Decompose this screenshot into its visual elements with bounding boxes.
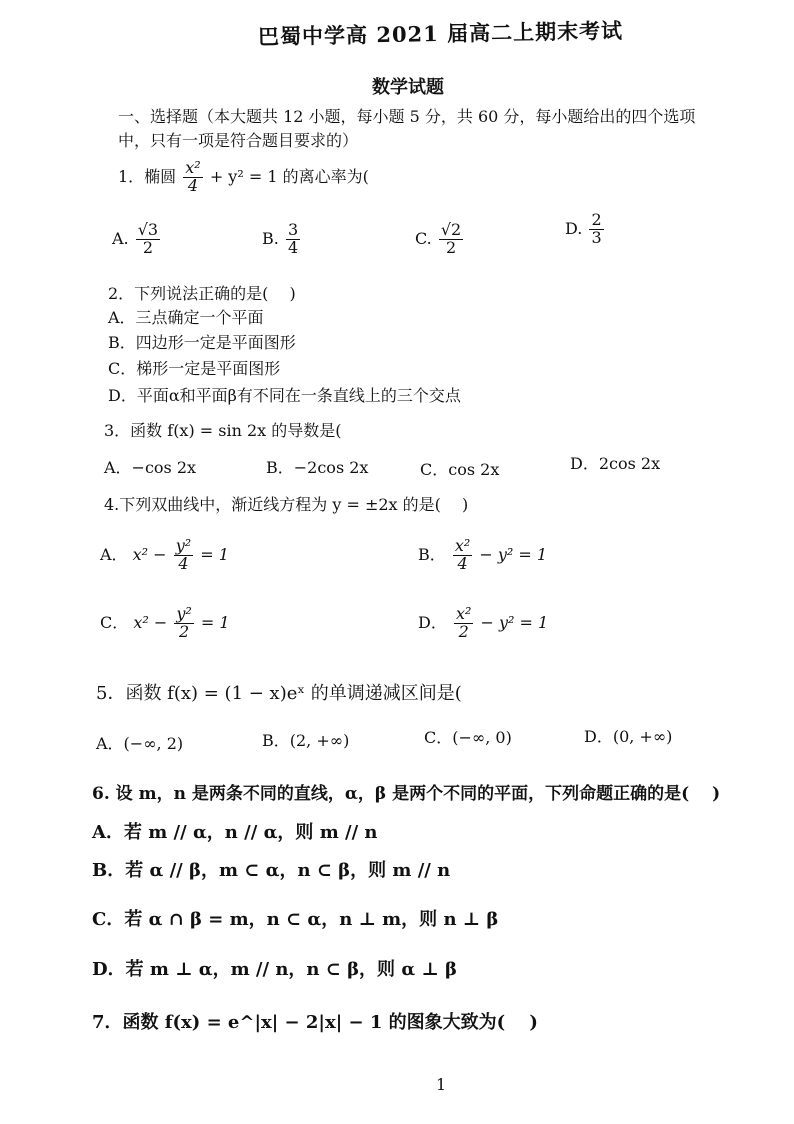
- q6-option-a: A．若 m // α，n // α，则 m // n: [92, 822, 378, 843]
- q4-option-c-frac: [174, 606, 193, 641]
- q4-option-d-den: 2: [458, 621, 469, 641]
- q1-option-b: [262, 222, 302, 257]
- q4-option-c-label: C．: [100, 612, 129, 632]
- q1-option-d-num: 2: [591, 210, 602, 229]
- q1-option-c-num: √2: [440, 220, 462, 239]
- section-intro-line1: 一、选择题（本大题共 12 小题，每小题 5 分，共 60 分，每小题给出的四个选项: [118, 107, 696, 126]
- q1-option-d-label: D.: [565, 218, 583, 238]
- q1-prefix: 1．椭圆: [118, 166, 177, 186]
- q1-option-c: [415, 222, 465, 257]
- q4-option-c-post: = 1: [200, 612, 230, 632]
- q4-option-b-frac: [453, 538, 472, 573]
- q4-option-a-pre: x² −: [132, 544, 167, 564]
- q1-option-d-den: 3: [591, 227, 602, 247]
- q1-option-c-den: 2: [445, 237, 457, 257]
- q1-option-a-label: A.: [112, 228, 129, 248]
- q1-fraction: [183, 160, 202, 195]
- q4-option-a-frac: [174, 538, 193, 573]
- q2-option-a: A．三点确定一个平面: [108, 308, 264, 327]
- q1-option-c-label: C.: [415, 228, 432, 248]
- q4-option-d-num: x²: [455, 604, 472, 623]
- exam-subtitle: 数学试题: [372, 77, 444, 98]
- q1-option-b-num: 3: [287, 220, 299, 239]
- q4-option-c-num: y²: [176, 604, 192, 623]
- q3-option-b: B．−2cos 2x: [266, 458, 369, 477]
- q2-option-d: D．平面α和平面β有不同在一条直线上的三个交点: [108, 386, 461, 405]
- q4-option-b-label: B．: [418, 544, 446, 564]
- q3-option-c: C．cos 2x: [420, 460, 500, 479]
- q4-option-d-label: D．: [418, 612, 447, 632]
- q2-option-b: B．四边形一定是平面图形: [108, 333, 296, 352]
- q4-option-c-pre: x² −: [133, 612, 168, 632]
- q2-option-c: C．梯形一定是平面图形: [108, 359, 281, 378]
- q2-stem: 2．下列说法正确的是( ): [108, 284, 296, 303]
- q1-option-d: [565, 212, 606, 247]
- q4-option-a-num: y²: [175, 536, 192, 555]
- q1-option-a-frac: [136, 222, 160, 257]
- section-intro-line2: 中，只有一项是符合题目要求的）: [118, 131, 359, 150]
- q6-option-b: B．若 α // β，m ⊂ α，n ⊂ β，则 m // n: [92, 860, 451, 881]
- q4-option-a: [100, 538, 229, 573]
- q4-option-d: [418, 606, 548, 641]
- q5-option-d: D．(0, +∞): [584, 727, 673, 746]
- q1-option-b-label: B.: [262, 228, 279, 248]
- q4-option-d-post: − y² = 1: [480, 612, 549, 632]
- q4-option-b: [418, 538, 547, 573]
- page-number: 1: [436, 1075, 447, 1094]
- q3-option-a: A．−cos 2x: [104, 458, 197, 477]
- q4-option-a-label: A．: [100, 544, 128, 564]
- q4-option-b-num: x²: [454, 536, 471, 555]
- q7-stem: 7．函数 f(x) = e^|x| − 2|x| − 1 的图象大致为( ): [92, 1012, 538, 1033]
- q1-option-b-den: 4: [287, 237, 299, 257]
- q1-option-b-frac: [286, 222, 300, 257]
- q4-option-b-post: − y² = 1: [479, 544, 548, 564]
- q1-eq-tail: + y² = 1 的离心率为(: [209, 166, 369, 186]
- q4-option-d-frac: [454, 606, 473, 641]
- q1-frac-den: 4: [187, 175, 199, 195]
- q6-option-d: D．若 m ⊥ α，m // n，n ⊂ β，则 α ⊥ β: [92, 959, 457, 980]
- q4-option-c-den: 2: [179, 621, 190, 641]
- q4-option-a-den: 4: [178, 553, 189, 573]
- q1-option-d-frac: [589, 212, 603, 247]
- q5-option-c: C．(−∞, 0): [424, 728, 512, 747]
- q1-option-a-den: 2: [142, 237, 154, 257]
- q5-stem: 5．函数 f(x) = (1 − x)eˣ 的单调递减区间是(: [96, 683, 462, 704]
- q3-option-d: D．2cos 2x: [570, 454, 661, 473]
- q4-option-a-post: = 1: [200, 544, 229, 564]
- q4-option-c: [100, 606, 230, 641]
- exam-title: 巴蜀中学高 2021 届高二上期末考试: [257, 17, 624, 50]
- q1-option-a-num: √3: [137, 220, 159, 239]
- q1-option-c-frac: [439, 222, 463, 257]
- q1-option-a: [112, 222, 162, 257]
- q3-stem: 3．函数 f(x) = sin 2x 的导数是(: [104, 421, 342, 440]
- q1-stem: [118, 160, 369, 195]
- q5-option-a: A．(−∞, 2): [96, 734, 184, 753]
- q4-option-b-den: 4: [457, 553, 468, 573]
- q6-stem: 6. 设 m，n 是两条不同的直线，α，β 是两个不同的平面，下列命题正确的是( ): [92, 784, 721, 804]
- q1-frac-num: x²: [185, 158, 201, 177]
- q6-option-c: C．若 α ∩ β = m，n ⊂ α，n ⊥ m，则 n ⊥ β: [92, 909, 499, 930]
- q4-stem: 4.下列双曲线中，渐近线方程为 y = ±2x 的是( ): [104, 495, 469, 514]
- q5-option-b: B．(2, +∞): [262, 731, 350, 750]
